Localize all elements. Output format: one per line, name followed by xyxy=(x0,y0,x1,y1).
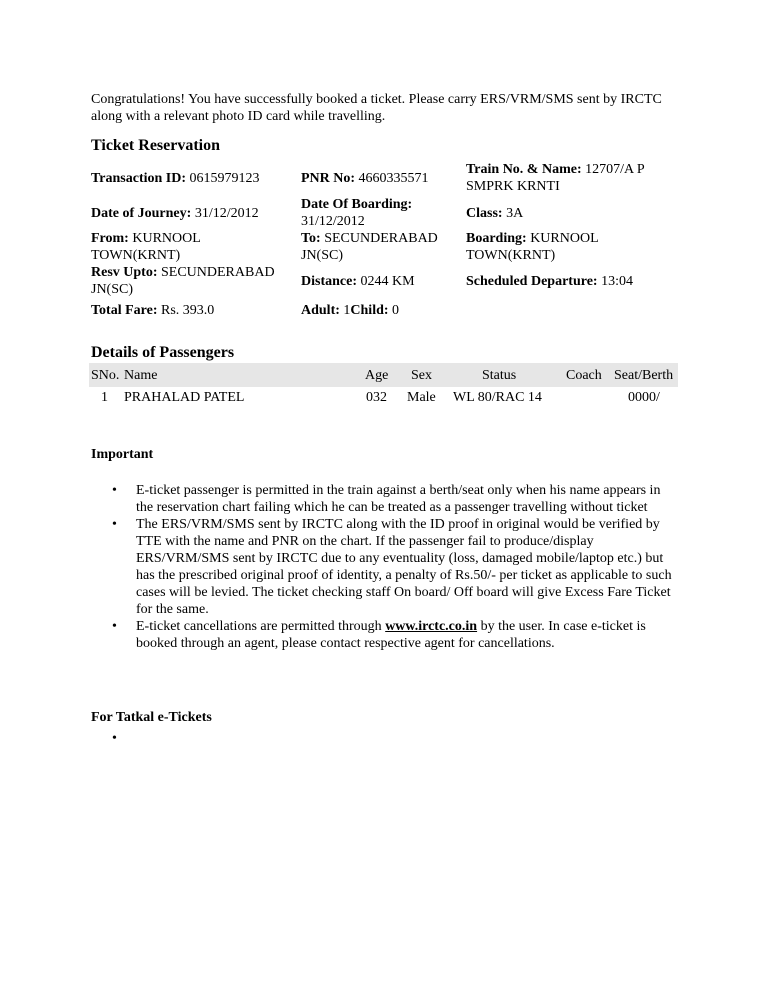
boarding-station: Boarding: KURNOOL TOWN(KRNT) xyxy=(466,231,599,263)
passenger-age: 032 xyxy=(366,390,387,405)
column-header-age: Age xyxy=(365,368,389,383)
passenger-count: Adult: 1Child: 0 xyxy=(301,303,400,318)
irctc-link[interactable]: www.irctc.co.in xyxy=(385,619,478,634)
to-station: To: SECUNDERABAD JN(SC) xyxy=(301,231,438,263)
class: Class: 3A xyxy=(466,206,524,221)
scheduled-departure: Scheduled Departure: 13:04 xyxy=(466,274,633,289)
column-header-coach: Coach xyxy=(566,368,602,383)
bullet-icon: • xyxy=(112,517,117,532)
train-number-name: Train No. & Name: 12707/A P SMPRK KRNTI xyxy=(466,162,645,194)
column-header-seat-berth: Seat/Berth xyxy=(614,368,674,383)
bullet-icon: • xyxy=(112,483,117,498)
tatkal-heading: For Tatkal e-Tickets xyxy=(91,710,212,725)
list-item: • E-ticket cancellations are permitted through www.irctc.co.in by the user. In case e-ticket is booked through an agent, please contact respective agent for cancellations. xyxy=(112,619,646,651)
passenger-name: PRAHALAD PATEL xyxy=(124,390,245,405)
passenger-seat-berth: 0000/ xyxy=(628,390,660,405)
list-item: • The ERS/VRM/SMS sent by IRCTC along with the ID proof in original would be verified by TTE with the name and PNR on the chart. If the passenger fail to produce/display ERS/VRM/SMS sent by IRCTC due to any eventuality (loss, damaged mobile/laptop etc.) but has the prescribed original proof of identity, a penalty of Rs.50/- per ticket as applicable to such cases will be levied. The ticket checking staff On board/ Off board will give Excess Fare Ticket for the same. xyxy=(112,517,672,617)
from-station: From: KURNOOL TOWN(KRNT) xyxy=(91,231,201,263)
date-of-journey: Date of Journey: 31/12/2012 xyxy=(91,206,259,221)
important-heading: Important xyxy=(91,447,154,462)
passenger-sex: Male xyxy=(407,390,436,405)
column-header-sex: Sex xyxy=(411,368,432,383)
reservation-upto: Resv Upto: SECUNDERABAD JN(SC) xyxy=(91,265,275,297)
transaction-id: Transaction ID: 0615979123 xyxy=(91,171,260,186)
total-fare: Total Fare: Rs. 393.0 xyxy=(91,303,215,318)
column-header-name: Name xyxy=(124,368,158,383)
column-header-status: Status xyxy=(482,368,517,383)
passenger-status: WL 80/RAC 14 xyxy=(453,390,542,405)
ticket-reservation-heading: Ticket Reservation xyxy=(91,137,221,154)
confirmation-message: Congratulations! You have successfully booked a ticket. Please carry ERS/VRM/SMS sent by IRCTC along with a relevant photo ID card while travelling. xyxy=(91,92,662,124)
pnr-number: PNR No: 4660335571 xyxy=(301,171,429,186)
bullet-icon: • xyxy=(112,731,117,746)
date-of-boarding: Date Of Boarding: 31/12/2012 xyxy=(301,197,413,229)
bullet-icon: • xyxy=(112,619,117,634)
important-rules-list xyxy=(91,482,681,652)
passenger-details-heading: Details of Passengers xyxy=(91,344,235,361)
passenger-sno: 1 xyxy=(101,390,108,405)
list-item: • E-ticket passenger is permitted in the train against a berth/seat only when his name appears in the reservation chart failing which he can be treated as a passenger travelling without ticket xyxy=(112,483,661,515)
distance: Distance: 0244 KM xyxy=(301,274,415,289)
column-header-sno: SNo. xyxy=(91,368,120,383)
